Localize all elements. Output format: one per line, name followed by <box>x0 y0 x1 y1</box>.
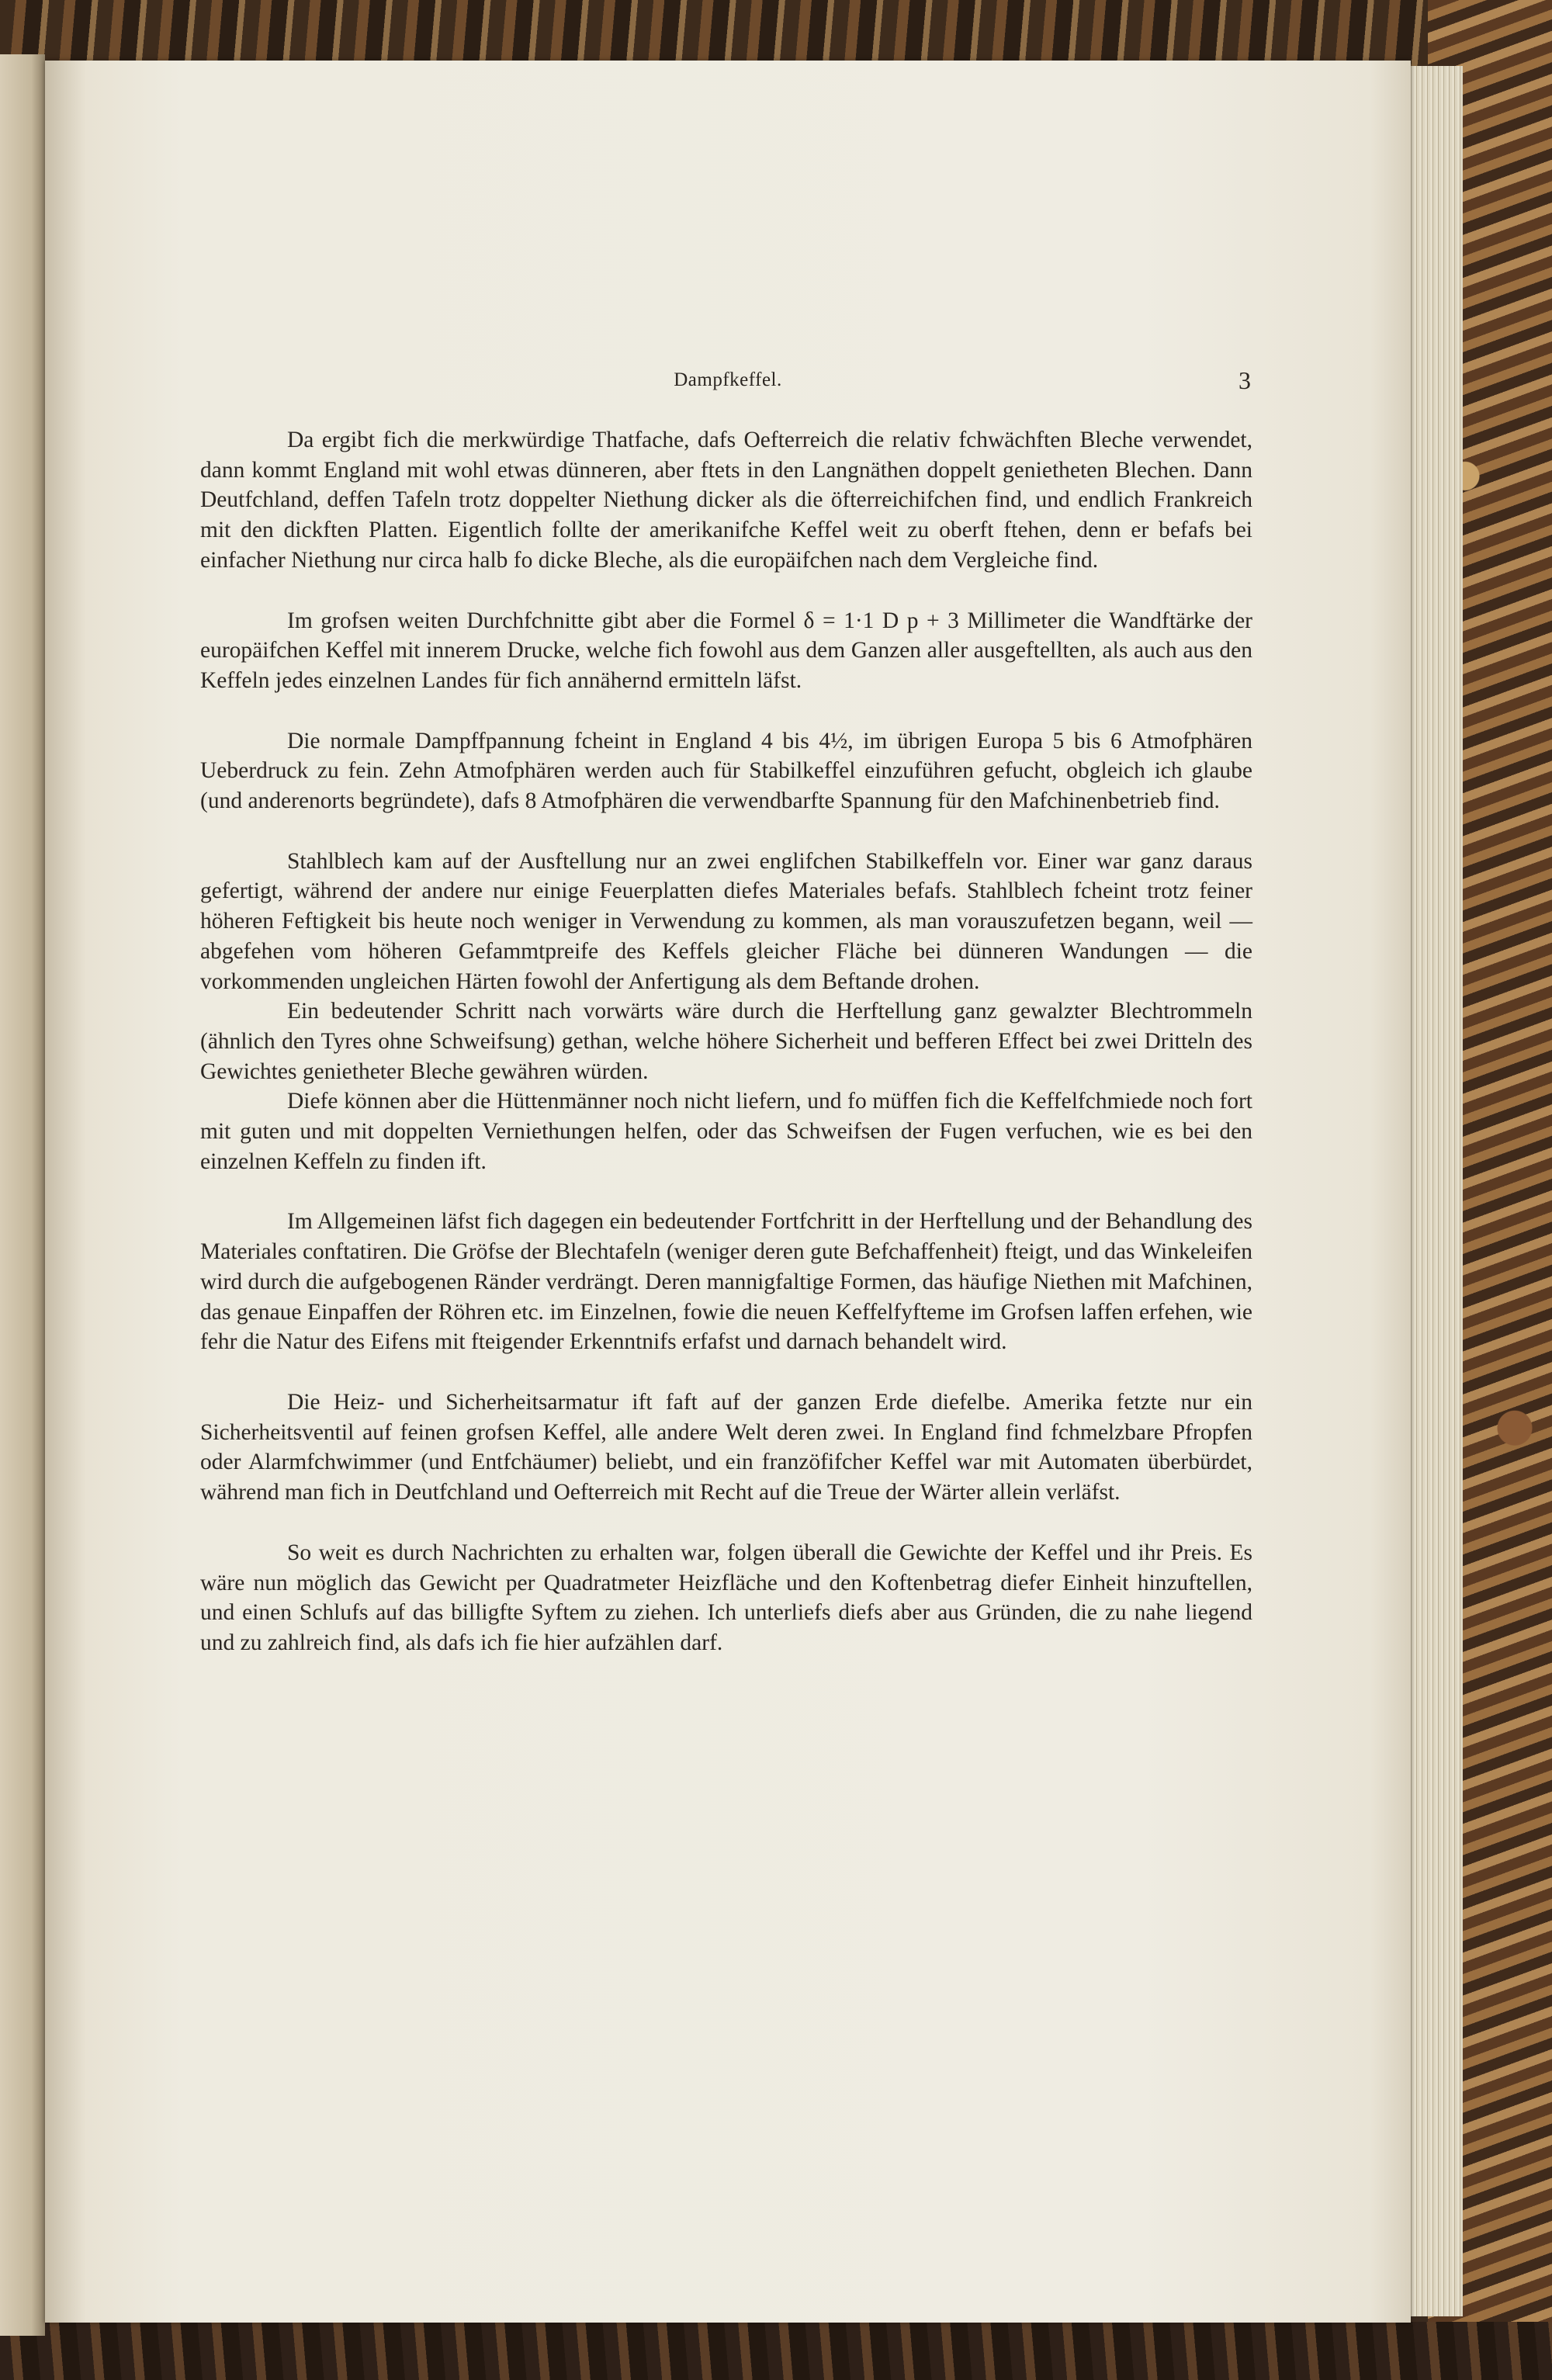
paragraph: Stahlblech kam auf der Ausftellung nur an zwei englifchen Stabilkeffeln vor. Einer war ganz daraus gefertigt, während der andere nur einige Feuerplatten diefes Materiales befafs. Stahlblech fcheint trotz feiner höheren Feftigkeit bis heute noch weniger in Verwendung zu kommen, als man vorauszufetzen begann, weil — abgefehen vom höheren Gefammtpreife des Keffels gleicher Fläche bei dünneren Wandungen — die vorkommenden ungleichen Härten fowohl der Anfertigung als dem Beftande drohen. <box>200 848 1252 994</box>
left-page-gutter <box>0 54 45 2336</box>
paragraph: Im grofsen weiten Durchfchnitte gibt aber die Formel δ = 1·1 D p + 3 Millimeter die Wandftärke der europäifchen Keffel mit innerem Drucke, welche fich fowohl aus dem Ganzen aller ausgeftellten, als auch aus den Keffeln jedes einzelnen Landes für fich annähernd ermitteln läfst. <box>200 608 1252 693</box>
paragraph: So weit es durch Nachrichten zu erhalten war, folgen überall die Gewichte der Keffel und ihr Preis. Es wäre nun möglich das Gewicht per Quadratmeter Heizfläche und den Koftenbetrag diefer Einheit hinzuftellen, und einen Schlufs auf das billigfte Syftem zu ziehen. Ich unterliefs diefs aber aus Gründen, die zu nahe liegend und zu zahlreich find, als dafs ich fie hier aufzählen darf. <box>200 1540 1252 1655</box>
body-text <box>200 425 1252 1689</box>
page-edges <box>1408 66 1463 2316</box>
paragraph: Diefe können aber die Hüttenmänner noch nicht liefern, und fo müffen fich die Keffelfchmiede noch fort mit guten und mit doppelten Verniethungen helfen, oder das Schweifsen der Fugen verfuchen, wie es bei den einzelnen Keffeln zu finden ift. <box>200 1089 1252 1174</box>
marbled-bottom-edge <box>0 2322 1552 2380</box>
paragraph: Im Allgemeinen läfst fich dagegen ein bedeutender Fortfchritt in der Herftellung und der Behandlung des Materiales conftatiren. Die Gröfse der Blechtafeln (weniger deren gute Befchaffenheit) fteigt, und das Winkeleifen wird durch die aufgebogenen Ränder verdrängt. Deren mannigfaltige Formen, das häufige Niethen mit Mafchinen, das genaue Einpaffen der Röhren etc. im Einzelnen, fowie die neuen Keffelfyfteme im Grofsen laffen erfehen, wie fehr die Natur des Eifens mit fteigender Erkenntnifs erfafst und darnach behandelt wird. <box>200 1209 1252 1355</box>
running-title: Dampfkeffel. <box>674 369 782 390</box>
paragraph: Da ergibt fich die merkwürdige Thatfache, dafs Oefterreich die relativ fchwächften Bleche verwendet, dann kommt England mit wohl etwas dünneren, aber ftets in den Langnäthen doppelt genietheten Blechen. Dann Deutfchland, deffen Tafeln trotz doppelter Niethung dicker als die öfterreichifchen find, und endlich Frankreich mit den dickften Platten. Eigentlich follte der amerikanifche Keffel weit zu oberft ftehen, denn er befafs bei einfacher Niethung nur circa halb fo dicke Bleche, als die europäifchen nach dem Vergleiche find. <box>200 428 1252 573</box>
running-header <box>45 366 1411 400</box>
book-page <box>45 61 1411 2323</box>
paragraph: Die Heiz- und Sicherheitsarmatur ift faft auf der ganzen Erde diefelbe. Amerika fetzte nur ein Sicherheitsventil auf feinen grofsen Keffel, alle andere Welt deren zwei. In England find fchmelzbare Pfropfen oder Alarmfchwimmer (und Entfchäumer) beliebt, und ein franzöfifcher Keffel war mit Automaten überbürdet, während man fich in Deutfchland und Oefterreich mit Recht auf die Treue der Wärter allein verläfst. <box>200 1389 1252 1505</box>
paragraph: Ein bedeutender Schritt nach vorwärts wäre durch die Herftellung ganz gewalzter Blechtrommeln (ähnlich den Tyres ohne Schweifsung) gethan, welche höhere Sicherheit und befferen Effect bei zwei Dritteln des Gewichtes genietheter Bleche gewähren würden. <box>200 999 1252 1084</box>
paragraph: Die normale Dampffpannung fcheint in England 4 bis 4½, im übrigen Europa 5 bis 6 Atmofphären Ueberdruck zu fein. Zehn Atmofphären werden auch für Stabilkeffel einzuführen gefucht, obgleich ich glaube (und anderenorts begründete), dafs 8 Atmofphären die verwendbarfte Spannung für den Mafchinenbetrieb find. <box>200 728 1252 814</box>
page-number: 3 <box>1238 366 1251 394</box>
